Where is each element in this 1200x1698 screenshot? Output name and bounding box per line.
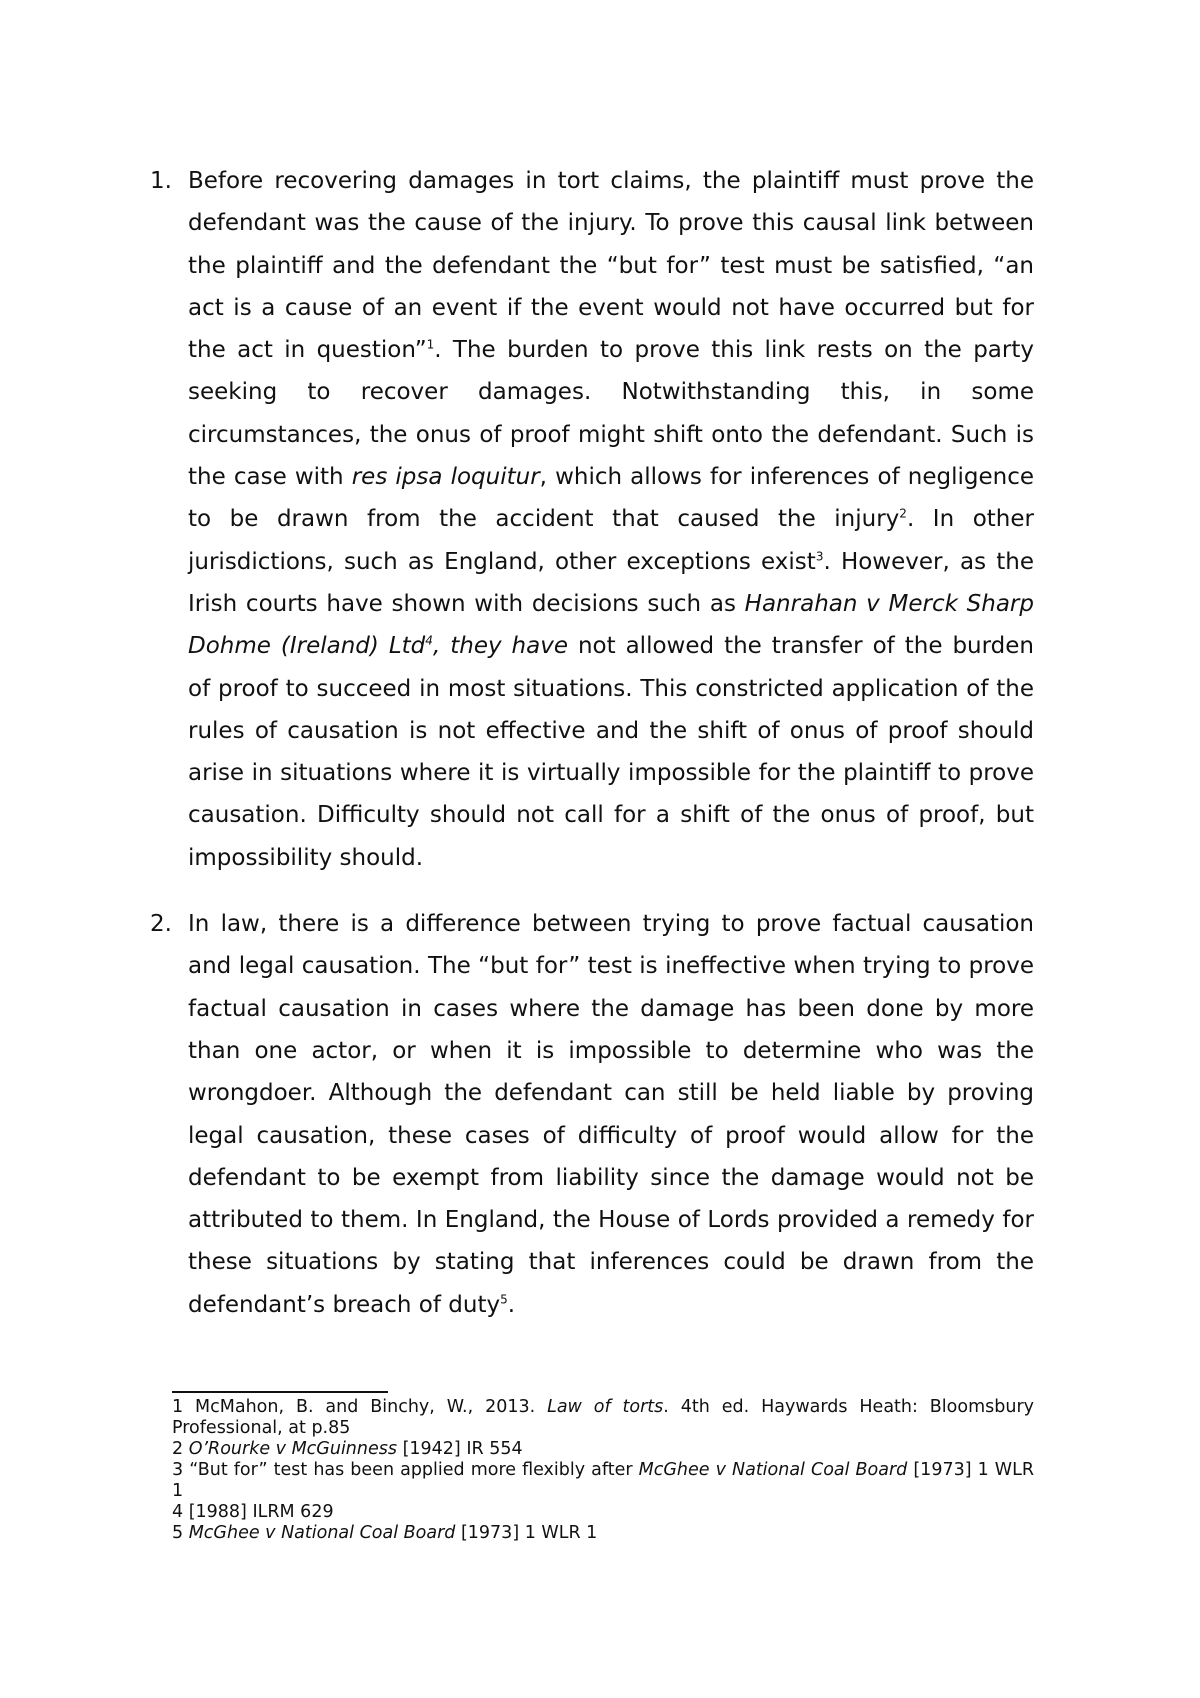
text-run: [1973] 1 WLR 1: [455, 1523, 598, 1543]
list-number: 2.: [150, 911, 172, 938]
case-name-italic: Hanrahan v Merck Sharp Dohme (Ireland) Ltd: [188, 590, 1034, 660]
footnote-ref-4: [425, 634, 433, 648]
list-item-1: [148, 160, 1034, 879]
case-name-italic: McGhee v National Coal Board: [638, 1460, 908, 1480]
text-run: 4 [1988] ILRM 629: [172, 1502, 334, 1522]
footnote-separator: [172, 1391, 388, 1393]
text-run: 5: [172, 1523, 189, 1543]
footnote-ref-1: 1: [426, 337, 435, 352]
footnote-ref-4-italic: 4: [425, 633, 433, 648]
list-number: 1.: [150, 168, 172, 194]
footnotes-section: [172, 1391, 1034, 1544]
footnote-ref-5: 5: [500, 1292, 508, 1307]
text-run-italic: , they have: [432, 633, 568, 660]
case-name-italic: McGhee v National Coal Board: [188, 1523, 456, 1543]
text-run: [1942] IR 554: [397, 1439, 523, 1459]
footnote-4: [172, 1502, 1034, 1523]
text-run: , which allows for inferences of negligence to be drawn from the accident that caused the injury: [188, 464, 1034, 533]
text-run: .: [507, 1291, 516, 1318]
case-name-italic: O’Rourke v McGuinness: [188, 1439, 397, 1459]
footnote-3: [172, 1460, 1034, 1502]
text-run: In law, there is a difference between trying to prove factual causation and legal causation. The “but for” test is ineffective when trying to prove factual causation in cases where the damage has been done by more than one actor, or when it is impossible to determine who was the wrongdoer. Although the defendant can still be held liable by proving legal causation, these cases of difficulty of proof would allow for the defendant to be exempt from liability since the damage would not be attributed to them. In England, the House of Lords provided a remedy for these situations by stating that inferences could be drawn from the defendant’s breach of duty: [188, 911, 1034, 1318]
footnote-5: [172, 1523, 1034, 1544]
footnote-ref-2: 2: [899, 506, 907, 521]
text-run: . In other jurisdictions, such as England, other exceptions exist: [188, 506, 1034, 575]
text-run: not allowed the transfer of the burden of proof to succeed in most situations. This constricted application of the rules of causation is not effective and the shift of onus of proof should arise in situations where it is virtually impossible for the plaintiff to prove causation. Difficulty should not call for a shift of the onus of proof, but impossibility should.: [188, 633, 1034, 871]
paragraph-1-text: [188, 168, 1034, 871]
text-run: 2: [172, 1439, 189, 1459]
text-run: . The burden to prove this link rests on the party seeking to recover damages. Notwithstanding this, in some circumstances, the onus of proof might shift onto the defendant. Such is the case with: [188, 337, 1034, 491]
text-run: . 4th ed. Haywards Heath: Bloomsbury Professional, at p.85: [172, 1397, 1034, 1438]
text-run: 1 McMahon, B. and Binchy, W., 2013.: [172, 1397, 548, 1417]
text-run: [1973] 1 WLR 1: [172, 1460, 1035, 1501]
footnote-ref-3: 3: [815, 549, 824, 564]
list-item-2: [148, 903, 1034, 1326]
text-run: 3 “But for” test has been applied more flexibly after: [172, 1460, 639, 1480]
footnote-2: [172, 1439, 1034, 1460]
numbered-list: [148, 160, 1034, 1326]
footnote-1: [172, 1397, 1034, 1439]
text-run: Before recovering damages in tort claims, the plaintiff must prove the defendant was the cause of the injury. To prove this causal link between the plaintiff and the defendant the “but for” test must be satisfied, “an act is a cause of an event if the event would not have occurred but for the act in question”: [188, 168, 1034, 364]
paragraph-2-text: [188, 911, 1034, 1318]
case-name-italic: res ipsa loquitur: [351, 464, 540, 491]
book-title-italic: Law of torts: [547, 1397, 664, 1417]
text-run: . However, as the Irish courts have shown with decisions such as: [188, 548, 1034, 617]
